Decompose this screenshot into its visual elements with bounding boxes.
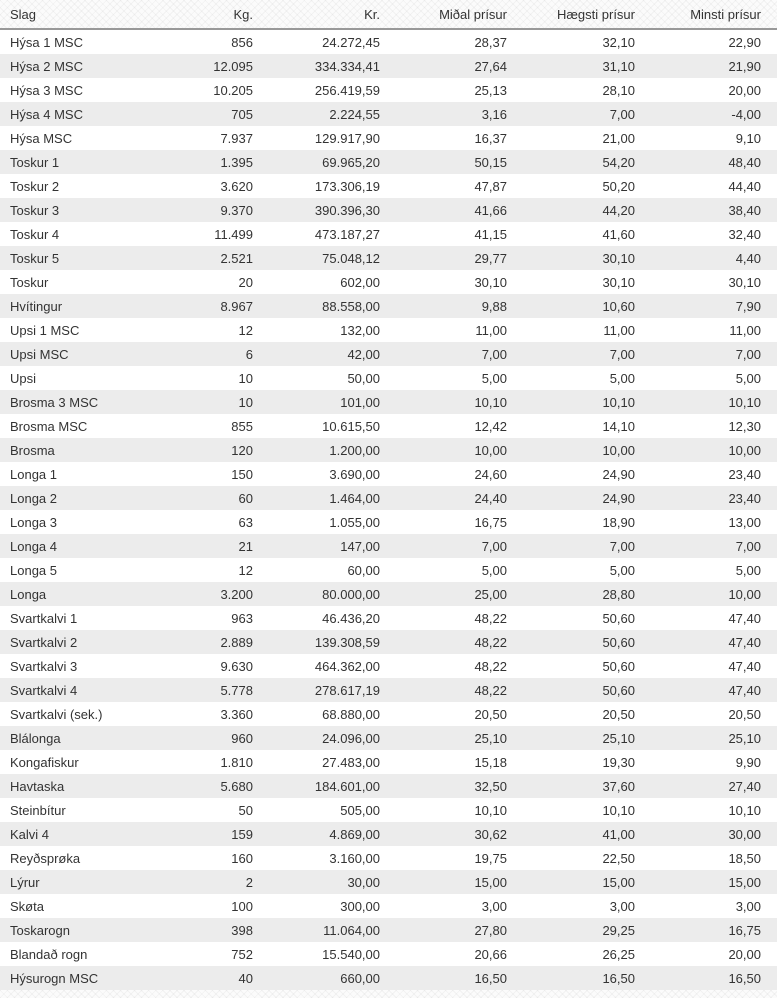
cell-haegsti-prisur: 16,50 bbox=[602, 970, 635, 986]
cell-haegsti-prisur: 50,60 bbox=[602, 634, 635, 650]
column-header-kg: Kg. bbox=[126, 0, 253, 29]
cell-kr: 24.096,00 bbox=[322, 730, 380, 746]
cell-kg: 5.778 bbox=[220, 682, 253, 698]
cell-slag: Svartkalvi 4 bbox=[10, 682, 78, 698]
cell-midal-prisur: 20,66 bbox=[474, 946, 507, 962]
cell-slag: Blandað rogn bbox=[10, 946, 88, 962]
table-row bbox=[0, 798, 777, 822]
cell-minsti-prisur: 32,40 bbox=[728, 226, 761, 242]
cell-haegsti-prisur: 5,00 bbox=[609, 562, 635, 578]
cell-minsti-prisur: 3,00 bbox=[735, 898, 761, 914]
cell-slag: Longa bbox=[10, 586, 47, 602]
cell-kg: 50 bbox=[238, 802, 253, 818]
cell-kg: 150 bbox=[231, 466, 253, 482]
cell-kr: 139.308,59 bbox=[314, 634, 380, 650]
table-row bbox=[0, 150, 777, 174]
cell-slag: Hýsa 1 MSC bbox=[10, 34, 83, 50]
cell-kg: 856 bbox=[231, 34, 253, 50]
cell-haegsti-prisur: 24,90 bbox=[602, 466, 635, 482]
cell-kg: 2.521 bbox=[220, 250, 253, 266]
cell-haegsti-prisur: 5,00 bbox=[609, 370, 635, 386]
cell-kg: 159 bbox=[231, 826, 253, 842]
cell-slag: Upsi MSC bbox=[10, 346, 69, 362]
cell-minsti-prisur: 4,40 bbox=[735, 250, 761, 266]
cell-kg: 3.200 bbox=[220, 586, 253, 602]
cell-midal-prisur: 16,75 bbox=[474, 514, 507, 530]
cell-kr: 473.187,27 bbox=[314, 226, 380, 242]
table-row bbox=[0, 846, 777, 870]
cell-midal-prisur: 24,40 bbox=[474, 490, 507, 506]
cell-midal-prisur: 12,42 bbox=[474, 418, 507, 434]
cell-haegsti-prisur: 20,50 bbox=[602, 706, 635, 722]
column-header-haegsti-prisur: Hægsti prísur bbox=[507, 0, 635, 29]
cell-minsti-prisur: 48,40 bbox=[728, 154, 761, 170]
table-row bbox=[0, 678, 777, 702]
cell-haegsti-prisur: 30,10 bbox=[602, 250, 635, 266]
cell-midal-prisur: 3,00 bbox=[481, 898, 507, 914]
cell-kg: 398 bbox=[231, 922, 253, 938]
cell-midal-prisur: 16,37 bbox=[474, 130, 507, 146]
table-row bbox=[0, 630, 777, 654]
cell-haegsti-prisur: 37,60 bbox=[602, 778, 635, 794]
cell-kr: 88.558,00 bbox=[322, 298, 380, 314]
cell-midal-prisur: 25,00 bbox=[474, 586, 507, 602]
cell-haegsti-prisur: 11,00 bbox=[603, 322, 635, 338]
cell-slag: Brosma MSC bbox=[10, 418, 88, 434]
cell-slag: Toskur 3 bbox=[10, 202, 60, 218]
cell-kg: 160 bbox=[231, 850, 253, 866]
table-row bbox=[0, 774, 777, 798]
cell-minsti-prisur: 10,10 bbox=[728, 394, 761, 410]
cell-kr: 46.436,20 bbox=[322, 610, 380, 626]
cell-midal-prisur: 48,22 bbox=[474, 634, 507, 650]
column-header-minsti-prisur: Minsti prísur bbox=[635, 0, 777, 29]
table-row bbox=[0, 318, 777, 342]
cell-minsti-prisur: 13,00 bbox=[728, 514, 761, 530]
cell-kg: 60 bbox=[238, 490, 253, 506]
cell-kg: 40 bbox=[238, 970, 253, 986]
cell-haegsti-prisur: 41,60 bbox=[602, 226, 635, 242]
cell-haegsti-prisur: 31,10 bbox=[602, 58, 635, 74]
cell-slag: Havtaska bbox=[10, 778, 65, 794]
cell-kr: 184.601,00 bbox=[314, 778, 380, 794]
table-row bbox=[0, 390, 777, 414]
table-row bbox=[0, 174, 777, 198]
cell-slag: Skøta bbox=[10, 898, 44, 914]
cell-midal-prisur: 25,10 bbox=[474, 730, 507, 746]
cell-midal-prisur: 16,50 bbox=[474, 970, 507, 986]
cell-slag: Svartkalvi 1 bbox=[10, 610, 78, 626]
cell-haegsti-prisur: 32,10 bbox=[602, 34, 635, 50]
cell-minsti-prisur: 47,40 bbox=[728, 658, 761, 674]
cell-minsti-prisur: 10,00 bbox=[728, 442, 761, 458]
table-row bbox=[0, 342, 777, 366]
table-row bbox=[0, 366, 777, 390]
cell-midal-prisur: 50,15 bbox=[474, 154, 507, 170]
cell-haegsti-prisur: 26,25 bbox=[602, 946, 635, 962]
cell-kr: 129.917,90 bbox=[314, 130, 380, 146]
cell-haegsti-prisur: 54,20 bbox=[602, 154, 635, 170]
cell-midal-prisur: 3,16 bbox=[481, 106, 507, 122]
cell-minsti-prisur: 5,00 bbox=[735, 562, 761, 578]
cell-slag: Longa 5 bbox=[10, 562, 57, 578]
cell-minsti-prisur: 20,00 bbox=[728, 946, 761, 962]
cell-kg: 63 bbox=[238, 514, 253, 530]
table-row bbox=[0, 894, 777, 918]
cell-kg: 12.095 bbox=[213, 58, 253, 74]
table-row bbox=[0, 29, 777, 54]
table-row bbox=[0, 510, 777, 534]
cell-kg: 6 bbox=[245, 346, 253, 362]
cell-kg: 7.937 bbox=[220, 130, 253, 146]
cell-minsti-prisur: 7,90 bbox=[735, 298, 761, 314]
cell-slag: Svartkalvi (sek.) bbox=[10, 706, 103, 722]
cell-slag: Reyðsprøka bbox=[10, 850, 81, 866]
cell-haegsti-prisur: 28,80 bbox=[602, 586, 635, 602]
table-row bbox=[0, 942, 777, 966]
cell-kr: 10.615,50 bbox=[322, 418, 380, 434]
table-row bbox=[0, 654, 777, 678]
cell-haegsti-prisur: 50,60 bbox=[602, 682, 635, 698]
cell-minsti-prisur: 22,90 bbox=[728, 34, 761, 50]
cell-slag: Toskur 4 bbox=[10, 226, 60, 242]
cell-slag: Svartkalvi 3 bbox=[10, 658, 78, 674]
cell-minsti-prisur: 23,40 bbox=[728, 490, 761, 506]
cell-slag: Steinbítur bbox=[10, 802, 66, 818]
cell-midal-prisur: 24,60 bbox=[474, 466, 507, 482]
cell-kr: 1.200,00 bbox=[329, 442, 380, 458]
cell-minsti-prisur: 25,10 bbox=[728, 730, 761, 746]
table-row bbox=[0, 870, 777, 894]
cell-slag: Blálonga bbox=[10, 730, 61, 746]
cell-slag: Upsi 1 MSC bbox=[10, 322, 80, 338]
cell-minsti-prisur: 16,50 bbox=[728, 970, 761, 986]
column-header-midal-prisur: Miðal prísur bbox=[380, 0, 507, 29]
cell-slag: Hýsa 4 MSC bbox=[10, 106, 83, 122]
table-row bbox=[0, 102, 777, 126]
table-row bbox=[0, 966, 777, 990]
cell-haegsti-prisur: 28,10 bbox=[602, 82, 635, 98]
cell-haegsti-prisur: 10,10 bbox=[602, 394, 635, 410]
cell-kr: 75.048,12 bbox=[322, 250, 380, 266]
cell-kr: 1.464,00 bbox=[329, 490, 380, 506]
cell-slag: Longa 4 bbox=[10, 538, 57, 554]
cell-haegsti-prisur: 14,10 bbox=[602, 418, 635, 434]
cell-kg: 8.967 bbox=[220, 298, 253, 314]
cell-kg: 12 bbox=[238, 322, 253, 338]
cell-minsti-prisur: 20,00 bbox=[728, 82, 761, 98]
cell-kg: 3.360 bbox=[220, 706, 253, 722]
cell-minsti-prisur: 18,50 bbox=[728, 850, 761, 866]
cell-kr: 278.617,19 bbox=[314, 682, 380, 698]
table-row bbox=[0, 582, 777, 606]
table-body bbox=[0, 29, 777, 990]
cell-kg: 21 bbox=[238, 538, 253, 554]
cell-kg: 1.395 bbox=[220, 154, 253, 170]
cell-kg: 855 bbox=[231, 418, 253, 434]
cell-minsti-prisur: 7,00 bbox=[735, 346, 761, 362]
cell-midal-prisur: 27,80 bbox=[474, 922, 507, 938]
column-header-kr: Kr. bbox=[253, 0, 380, 29]
cell-kr: 660,00 bbox=[340, 970, 380, 986]
cell-kg: 705 bbox=[231, 106, 253, 122]
table-row bbox=[0, 78, 777, 102]
table-row bbox=[0, 438, 777, 462]
table-row bbox=[0, 822, 777, 846]
cell-midal-prisur: 5,00 bbox=[481, 562, 507, 578]
table-row bbox=[0, 126, 777, 150]
cell-midal-prisur: 10,10 bbox=[474, 802, 507, 818]
cell-kr: 334.334,41 bbox=[314, 58, 380, 74]
table-row bbox=[0, 534, 777, 558]
table-row bbox=[0, 750, 777, 774]
cell-midal-prisur: 32,50 bbox=[474, 778, 507, 794]
cell-kr: 101,00 bbox=[340, 394, 380, 410]
cell-slag: Kalvi 4 bbox=[10, 826, 50, 842]
cell-haegsti-prisur: 44,20 bbox=[602, 202, 635, 218]
cell-kr: 69.965,20 bbox=[322, 154, 380, 170]
cell-minsti-prisur: 5,00 bbox=[735, 370, 761, 386]
table-row bbox=[0, 606, 777, 630]
cell-midal-prisur: 15,18 bbox=[474, 754, 507, 770]
cell-kr: 464.362,00 bbox=[314, 658, 380, 674]
cell-haegsti-prisur: 50,20 bbox=[602, 178, 635, 194]
cell-minsti-prisur: 16,75 bbox=[728, 922, 761, 938]
cell-kr: 80.000,00 bbox=[322, 586, 380, 602]
table-row bbox=[0, 294, 777, 318]
cell-kr: 15.540,00 bbox=[322, 946, 380, 962]
cell-minsti-prisur: 47,40 bbox=[728, 682, 761, 698]
cell-slag: Hýsa 3 MSC bbox=[10, 82, 83, 98]
cell-kg: 10 bbox=[238, 394, 253, 410]
cell-minsti-prisur: 11,00 bbox=[729, 322, 761, 338]
cell-kr: 2.224,55 bbox=[329, 106, 380, 122]
cell-kr: 147,00 bbox=[340, 538, 380, 554]
cell-kr: 505,00 bbox=[340, 802, 380, 818]
cell-slag: Toskur 5 bbox=[10, 250, 60, 266]
cell-haegsti-prisur: 19,30 bbox=[602, 754, 635, 770]
cell-midal-prisur: 48,22 bbox=[474, 658, 507, 674]
cell-kr: 30,00 bbox=[347, 874, 380, 890]
cell-kg: 120 bbox=[231, 442, 253, 458]
cell-slag: Hvítingur bbox=[10, 298, 63, 314]
cell-slag: Brosma bbox=[10, 442, 55, 458]
column-header-slag: Slag bbox=[0, 0, 126, 29]
cell-midal-prisur: 29,77 bbox=[474, 250, 507, 266]
cell-kr: 602,00 bbox=[340, 274, 380, 290]
cell-kg: 963 bbox=[231, 610, 253, 626]
cell-kg: 3.620 bbox=[220, 178, 253, 194]
cell-minsti-prisur: 44,40 bbox=[728, 178, 761, 194]
table-row bbox=[0, 222, 777, 246]
cell-minsti-prisur: 10,00 bbox=[728, 586, 761, 602]
cell-slag: Longa 2 bbox=[10, 490, 57, 506]
cell-haegsti-prisur: 7,00 bbox=[609, 346, 635, 362]
cell-kg: 20 bbox=[238, 274, 253, 290]
cell-minsti-prisur: 23,40 bbox=[728, 466, 761, 482]
cell-kr: 173.306,19 bbox=[314, 178, 380, 194]
cell-slag: Hýsa 2 MSC bbox=[10, 58, 83, 74]
cell-minsti-prisur: 9,10 bbox=[735, 130, 761, 146]
cell-midal-prisur: 48,22 bbox=[474, 610, 507, 626]
cell-kr: 3.160,00 bbox=[329, 850, 380, 866]
cell-kg: 10 bbox=[238, 370, 253, 386]
cell-minsti-prisur: 30,10 bbox=[728, 274, 761, 290]
cell-minsti-prisur: 15,00 bbox=[728, 874, 761, 890]
cell-midal-prisur: 7,00 bbox=[481, 538, 507, 554]
cell-haegsti-prisur: 29,25 bbox=[602, 922, 635, 938]
cell-slag: Brosma 3 MSC bbox=[10, 394, 99, 410]
cell-minsti-prisur: 12,30 bbox=[728, 418, 761, 434]
cell-slag: Toskur 2 bbox=[10, 178, 60, 194]
table-row bbox=[0, 918, 777, 942]
cell-slag: Longa 1 bbox=[10, 466, 57, 482]
cell-midal-prisur: 10,10 bbox=[474, 394, 507, 410]
cell-slag: Toskur bbox=[10, 274, 49, 290]
cell-slag: Upsi bbox=[10, 370, 37, 386]
cell-midal-prisur: 30,10 bbox=[474, 274, 507, 290]
cell-kr: 390.396,30 bbox=[314, 202, 380, 218]
cell-haegsti-prisur: 50,60 bbox=[602, 658, 635, 674]
cell-kg: 9.630 bbox=[220, 658, 253, 674]
cell-kg: 10.205 bbox=[213, 82, 253, 98]
cell-haegsti-prisur: 10,60 bbox=[602, 298, 635, 314]
cell-kg: 752 bbox=[231, 946, 253, 962]
cell-minsti-prisur: 9,90 bbox=[735, 754, 761, 770]
table-row bbox=[0, 198, 777, 222]
cell-minsti-prisur: 38,40 bbox=[728, 202, 761, 218]
cell-kr: 4.869,00 bbox=[329, 826, 380, 842]
cell-midal-prisur: 15,00 bbox=[474, 874, 507, 890]
cell-kg: 1.810 bbox=[220, 754, 253, 770]
table-row bbox=[0, 702, 777, 726]
cell-haegsti-prisur: 22,50 bbox=[602, 850, 635, 866]
table-row bbox=[0, 558, 777, 582]
cell-kr: 50,00 bbox=[347, 370, 380, 386]
cell-midal-prisur: 25,13 bbox=[474, 82, 507, 98]
cell-minsti-prisur: 21,90 bbox=[728, 58, 761, 74]
cell-midal-prisur: 30,62 bbox=[474, 826, 507, 842]
cell-kr: 256.419,59 bbox=[314, 82, 380, 98]
cell-kr: 68.880,00 bbox=[322, 706, 380, 722]
cell-midal-prisur: 9,88 bbox=[481, 298, 507, 314]
cell-kg: 2 bbox=[245, 874, 253, 890]
cell-minsti-prisur: 27,40 bbox=[728, 778, 761, 794]
cell-minsti-prisur: 47,40 bbox=[728, 610, 761, 626]
cell-kg: 11.499 bbox=[214, 226, 253, 242]
cell-kg: 960 bbox=[231, 730, 253, 746]
cell-kr: 24.272,45 bbox=[322, 34, 380, 50]
table-row bbox=[0, 246, 777, 270]
cell-slag: Toskarogn bbox=[10, 922, 70, 938]
cell-minsti-prisur: 47,40 bbox=[728, 634, 761, 650]
cell-kg: 9.370 bbox=[220, 202, 253, 218]
cell-haegsti-prisur: 18,90 bbox=[602, 514, 635, 530]
cell-minsti-prisur: 10,10 bbox=[728, 802, 761, 818]
cell-midal-prisur: 27,64 bbox=[474, 58, 507, 74]
cell-kr: 3.690,00 bbox=[329, 466, 380, 482]
cell-midal-prisur: 10,00 bbox=[474, 442, 507, 458]
cell-kr: 300,00 bbox=[340, 898, 380, 914]
cell-midal-prisur: 41,66 bbox=[474, 202, 507, 218]
cell-haegsti-prisur: 25,10 bbox=[602, 730, 635, 746]
cell-kr: 60,00 bbox=[347, 562, 380, 578]
cell-kg: 100 bbox=[231, 898, 253, 914]
cell-kr: 1.055,00 bbox=[329, 514, 380, 530]
cell-haegsti-prisur: 7,00 bbox=[609, 106, 635, 122]
cell-midal-prisur: 48,22 bbox=[474, 682, 507, 698]
cell-midal-prisur: 11,00 bbox=[475, 322, 507, 338]
cell-haegsti-prisur: 3,00 bbox=[609, 898, 635, 914]
cell-kg: 5.680 bbox=[220, 778, 253, 794]
cell-haegsti-prisur: 15,00 bbox=[602, 874, 635, 890]
cell-minsti-prisur: 7,00 bbox=[735, 538, 761, 554]
table-row bbox=[0, 54, 777, 78]
cell-kr: 11.064,00 bbox=[323, 922, 380, 938]
table-row bbox=[0, 486, 777, 510]
cell-haegsti-prisur: 30,10 bbox=[602, 274, 635, 290]
cell-haegsti-prisur: 10,00 bbox=[602, 442, 635, 458]
header-row bbox=[0, 0, 777, 29]
cell-haegsti-prisur: 24,90 bbox=[602, 490, 635, 506]
table-row bbox=[0, 726, 777, 750]
cell-kr: 27.483,00 bbox=[322, 754, 380, 770]
cell-slag: Kongafiskur bbox=[10, 754, 79, 770]
cell-haegsti-prisur: 7,00 bbox=[609, 538, 635, 554]
cell-slag: Hýsa MSC bbox=[10, 130, 73, 146]
cell-kr: 132,00 bbox=[340, 322, 380, 338]
cell-haegsti-prisur: 21,00 bbox=[602, 130, 635, 146]
table-row bbox=[0, 270, 777, 294]
cell-slag: Svartkalvi 2 bbox=[10, 634, 78, 650]
cell-midal-prisur: 7,00 bbox=[481, 346, 507, 362]
cell-haegsti-prisur: 50,60 bbox=[602, 610, 635, 626]
cell-minsti-prisur: 30,00 bbox=[728, 826, 761, 842]
cell-slag: Toskur 1 bbox=[10, 154, 60, 170]
cell-midal-prisur: 5,00 bbox=[481, 370, 507, 386]
table-header bbox=[0, 0, 777, 29]
cell-kr: 42,00 bbox=[347, 346, 380, 362]
cell-midal-prisur: 28,37 bbox=[474, 34, 507, 50]
table-row bbox=[0, 414, 777, 438]
cell-haegsti-prisur: 41,00 bbox=[602, 826, 635, 842]
cell-kg: 12 bbox=[238, 562, 253, 578]
table-row bbox=[0, 462, 777, 486]
cell-slag: Longa 3 bbox=[10, 514, 57, 530]
cell-minsti-prisur: -4,00 bbox=[731, 106, 761, 122]
cell-midal-prisur: 41,15 bbox=[474, 226, 507, 242]
cell-minsti-prisur: 20,50 bbox=[728, 706, 761, 722]
cell-haegsti-prisur: 10,10 bbox=[602, 802, 635, 818]
cell-slag: Hýsurogn MSC bbox=[10, 970, 99, 986]
cell-slag: Lýrur bbox=[10, 874, 40, 890]
cell-midal-prisur: 19,75 bbox=[474, 850, 507, 866]
cell-midal-prisur: 47,87 bbox=[474, 178, 507, 194]
cell-kg: 2.889 bbox=[220, 634, 253, 650]
cell-midal-prisur: 20,50 bbox=[474, 706, 507, 722]
